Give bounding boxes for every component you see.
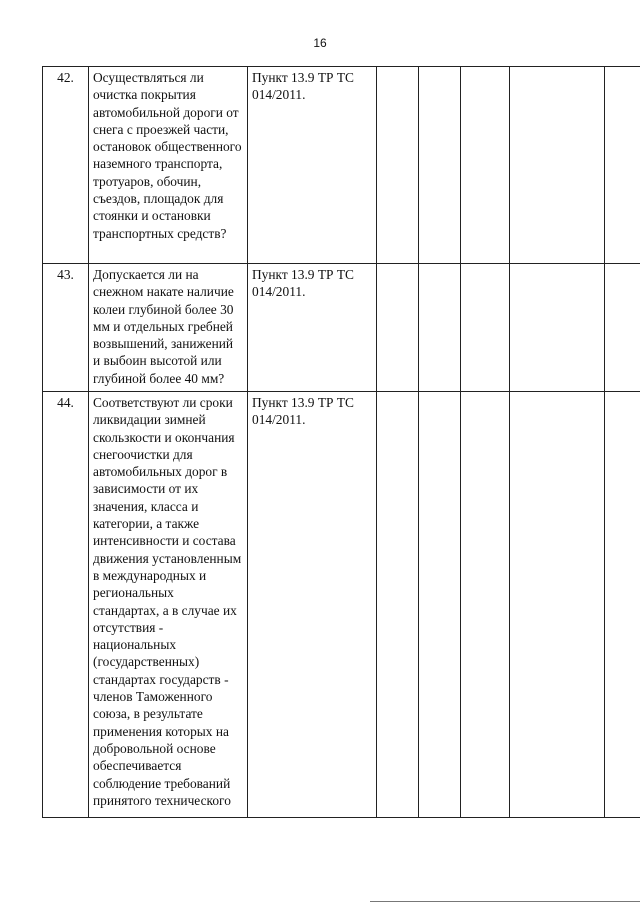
reference-cell: Пункт 13.9 ТР ТС 014/2011. xyxy=(248,392,377,818)
empty-cell xyxy=(510,67,605,264)
empty-cell xyxy=(510,392,605,818)
empty-cell xyxy=(461,264,510,392)
reference-cell: Пункт 13.9 ТР ТС 014/2011. xyxy=(248,67,377,264)
empty-cell xyxy=(510,264,605,392)
row-number: 42. xyxy=(43,67,89,264)
empty-cell xyxy=(377,264,419,392)
checklist-table xyxy=(42,66,640,818)
empty-cell xyxy=(605,264,640,392)
question-cell: Соответствуют ли сроки ликвидации зимней скользкости и окончания снегоочистки для автомобильных дорог в зависимости от их значения, класса и категории, а также интенсивности и состава движения установленным в международных и региональных стандартах, а в случае их отсутствия - национальных (государственных) стандартах государств - членов Таможенного союза, в результате применения которых на добровольной основе обеспечивается соблюдение требований принятого технического xyxy=(89,392,248,818)
row-number: 44. xyxy=(43,392,89,818)
page-number: 16 xyxy=(313,36,327,50)
empty-cell xyxy=(377,67,419,264)
table-row xyxy=(43,67,640,264)
table-row xyxy=(43,392,640,818)
empty-cell xyxy=(461,392,510,818)
empty-cell xyxy=(605,67,640,264)
empty-cell xyxy=(419,67,461,264)
reference-cell: Пункт 13.9 ТР ТС 014/2011. xyxy=(248,264,377,392)
empty-cell xyxy=(419,392,461,818)
question-cell: Осуществляться ли очистка покрытия автомобильной дороги от снега с проезжей части, остановок общественного наземного транспорта, тротуаров, обочин, съездов, площадок для стоянки и остановки транспортных средств? xyxy=(89,67,248,264)
empty-cell xyxy=(461,67,510,264)
row-number: 43. xyxy=(43,264,89,392)
empty-cell xyxy=(419,264,461,392)
table-row xyxy=(43,264,640,392)
scan-edge-line xyxy=(370,901,640,902)
empty-cell xyxy=(377,392,419,818)
question-cell: Допускается ли на снежном накате наличие колеи глубиной более 30 мм и отдельных гребней возвышений, занижений и выбоин высотой или глубиной более 40 мм? xyxy=(89,264,248,392)
empty-cell xyxy=(605,392,640,818)
